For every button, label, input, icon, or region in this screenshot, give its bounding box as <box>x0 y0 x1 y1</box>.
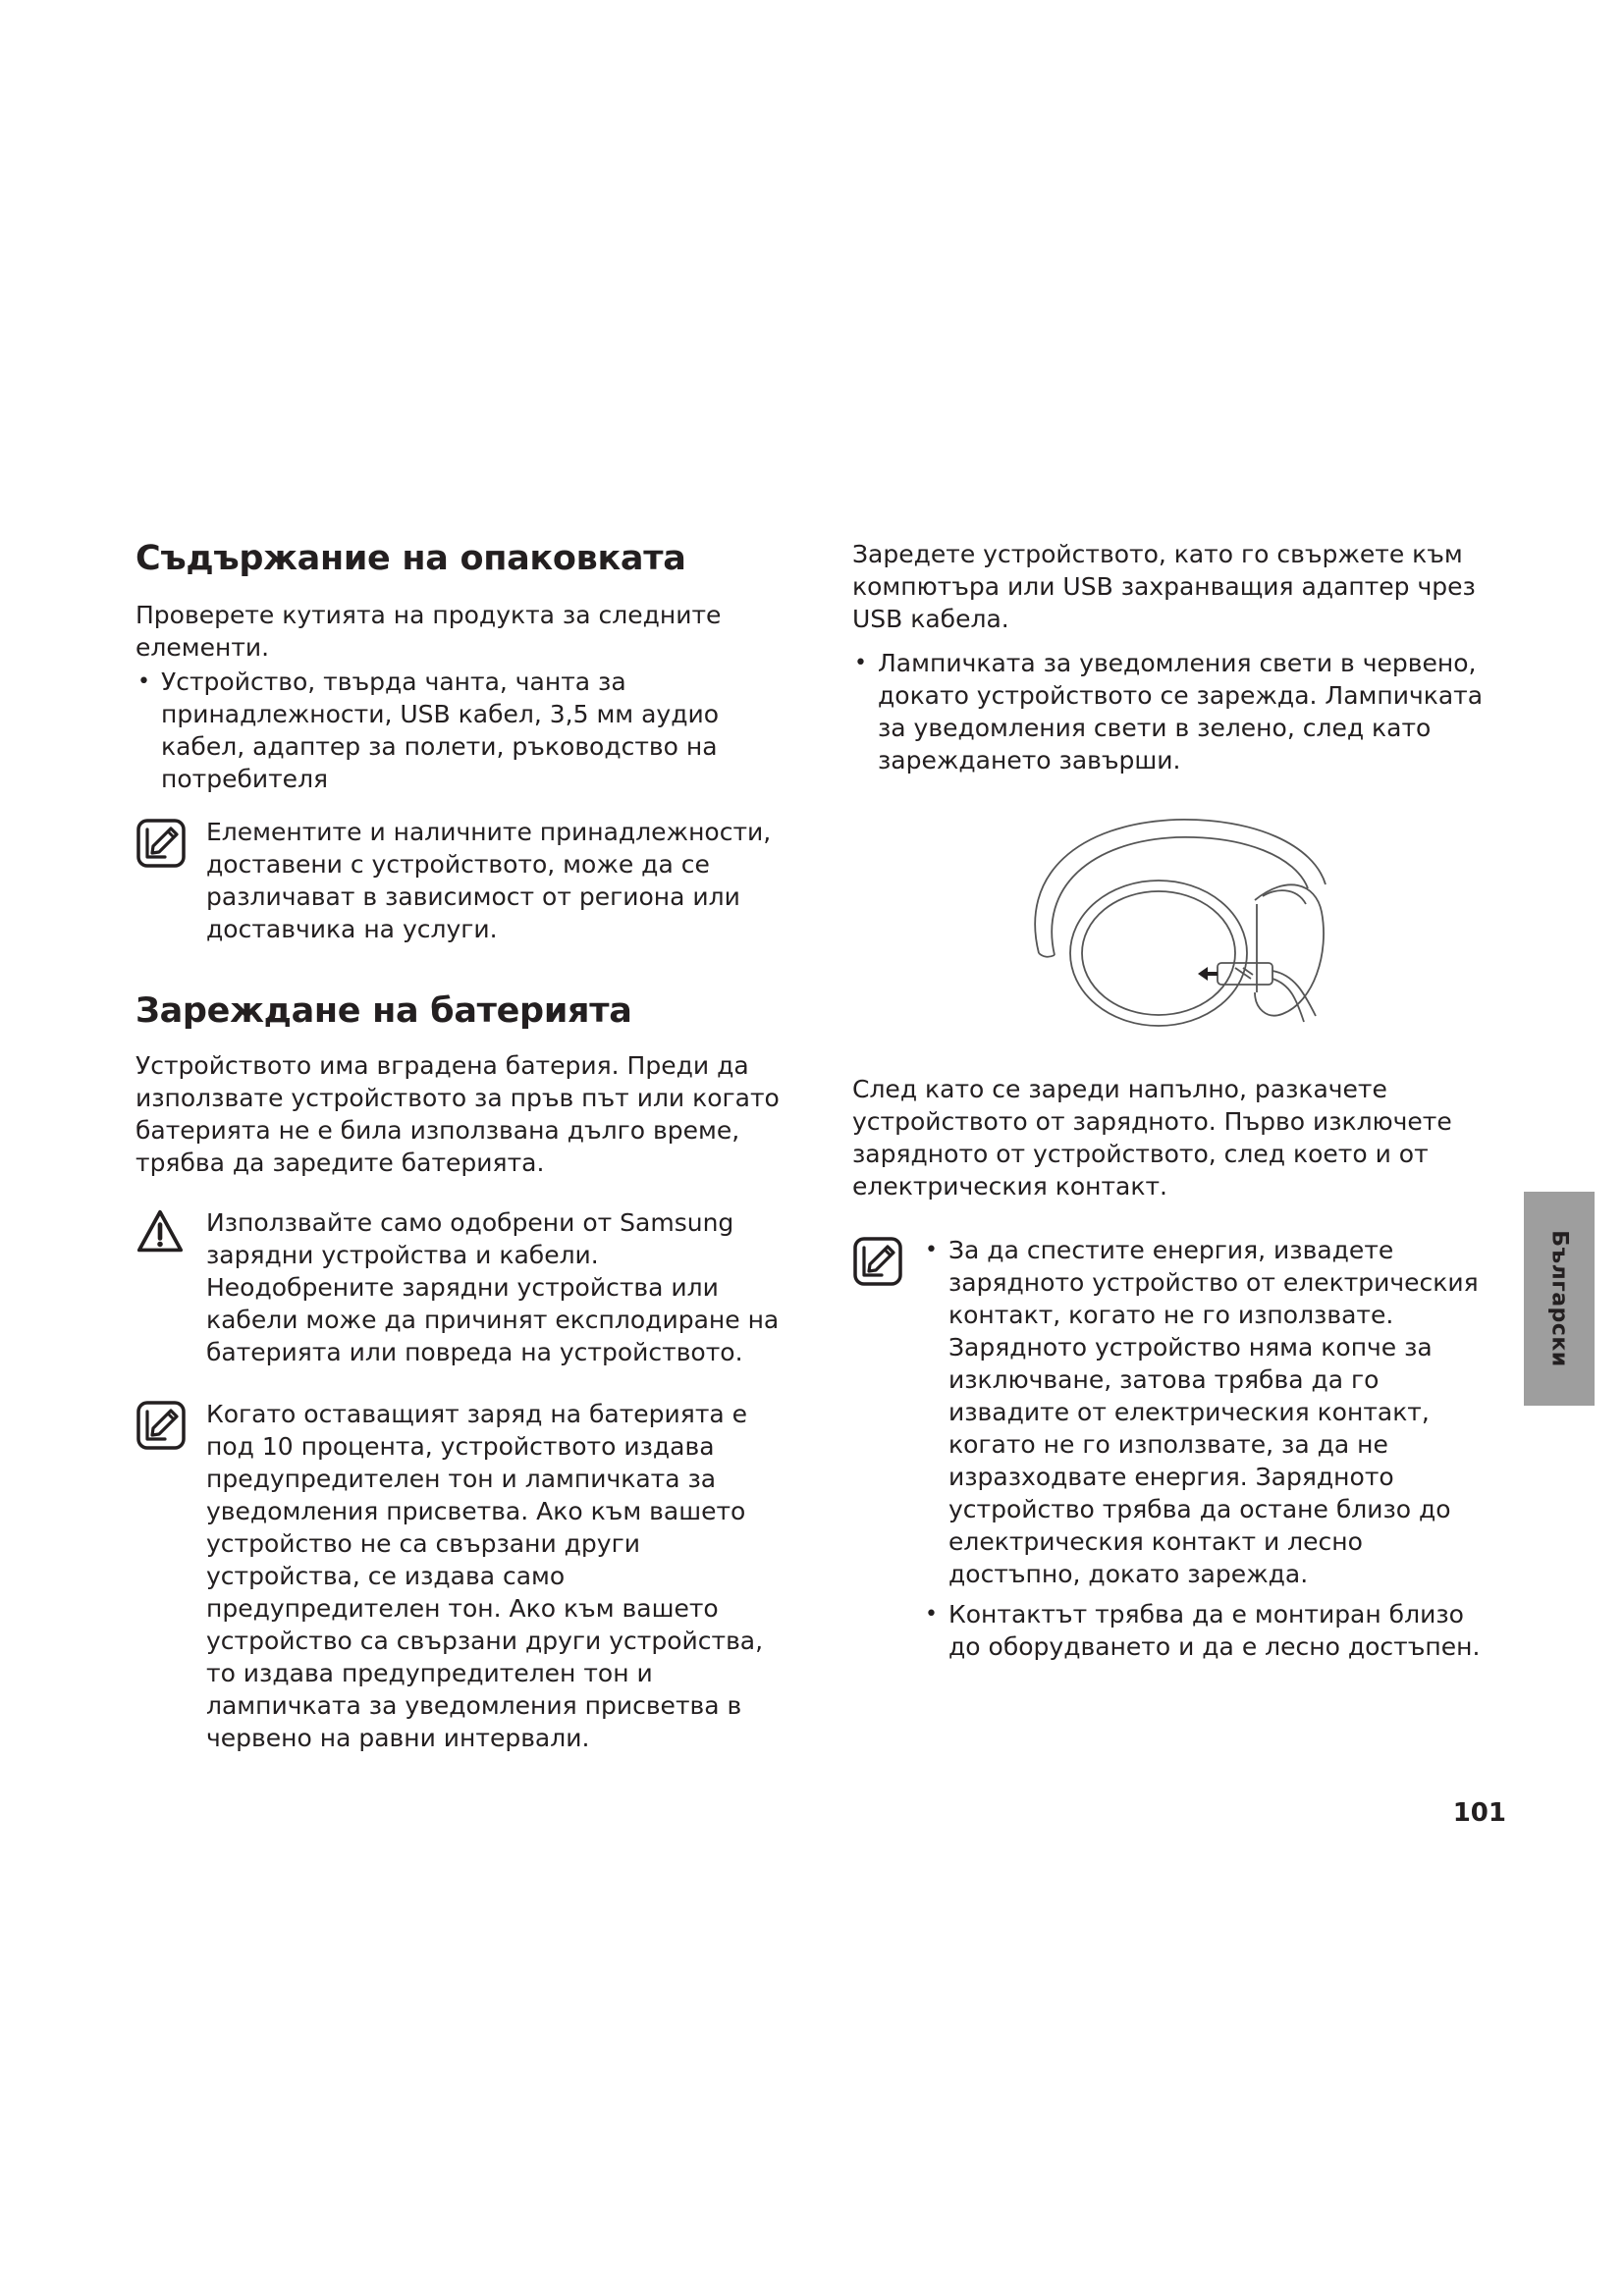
low-battery-note <box>135 1398 784 1754</box>
section-title-charging: Зареждане на батерията <box>135 991 632 1031</box>
charge-list <box>852 647 1500 776</box>
list-item: • За да спестите енергия, извадете зарядното устройство от електрическия контакт, когато не го използвате. Зарядното устройство няма копче за изключване, затова трябва да го извадите от електрическия контакт, когато не го използвате, за да не изразходвате енергия. Зарядното устройство трябва да остане близо до електрическия контакт и лесно достъпно, докато зарежда. <box>923 1234 1500 1590</box>
headphones-illustration <box>1009 806 1343 1032</box>
charging-intro: Устройството има вградена батерия. Преди да използвате устройството за пръв път или когато батерията не е била използвана дълго време, трябва да заредите батерията. <box>135 1051 780 1177</box>
package-contents-note <box>135 816 784 945</box>
energy-note-list <box>923 1234 1500 1663</box>
package-contents-intro: Проверете кутията на продукта за следните елементи. <box>135 601 722 662</box>
warning-triangle-icon <box>135 1208 185 1255</box>
energy-note <box>852 1234 1500 1663</box>
left-column <box>135 538 784 1754</box>
right-column <box>852 538 1500 1663</box>
list-item: • Лампичката за уведомления свети в червено, докато устройството се зарежда. Лампичката за уведомления свети в зелено, след като зареждането завърши. <box>852 647 1500 776</box>
page-number: 101 <box>1452 1798 1506 1828</box>
package-contents-list <box>135 666 784 795</box>
headphones-charging-illustration <box>852 806 1500 1032</box>
list-item: • Контактът трябва да е монтиран близо до оборудването и да е лесно достъпен. <box>923 1598 1500 1663</box>
after-charge-text: След като се зареди напълно, разкачете устройството от зарядното. Първо изключете зарядното от устройството, след което и от електрическия контакт. <box>852 1075 1452 1201</box>
list-item: • Устройство, твърда чанта, чанта за принадлежности, USB кабел, 3,5 мм аудио кабел, адаптер за полети, ръководство на потребителя <box>135 666 784 795</box>
charge-instructions: Заредете устройството, като го свържете към компютъра или USB захранващия адаптер чрез USB кабела. <box>852 540 1476 633</box>
section-title-package-contents: Съдържание на опаковката <box>135 539 686 578</box>
note-pencil-icon <box>135 818 187 869</box>
note-text: Елементите и наличните принадлежности, доставени с устройството, може да се различават в зависимост от региона или доставчика на услуги. <box>206 818 772 943</box>
language-side-tab <box>1524 1192 1595 1406</box>
note-text: Когато оставащият заряд на батерията е под 10 процента, устройството издава предупредителен тон и лампичката за уведомления присветва. Ако към вашето устройство не са свързани други устройства, се издава само предупредителен тон. Ако към вашето устройство са свързани други устройства, то издава предупредителен тон и лампичката за уведомления присветва в червено на равни интервали. <box>206 1400 764 1752</box>
note-pencil-icon <box>135 1400 187 1451</box>
charging-warning <box>135 1206 784 1368</box>
warning-text: Използвайте само одобрени от Samsung зарядни устройства и кабели. Неодобрените зарядни устройства или кабели може да причинят експлодиране на батерията или повреда на устройството. <box>206 1208 780 1366</box>
language-label: Български <box>1546 1230 1572 1367</box>
note-pencil-icon <box>852 1236 903 1287</box>
